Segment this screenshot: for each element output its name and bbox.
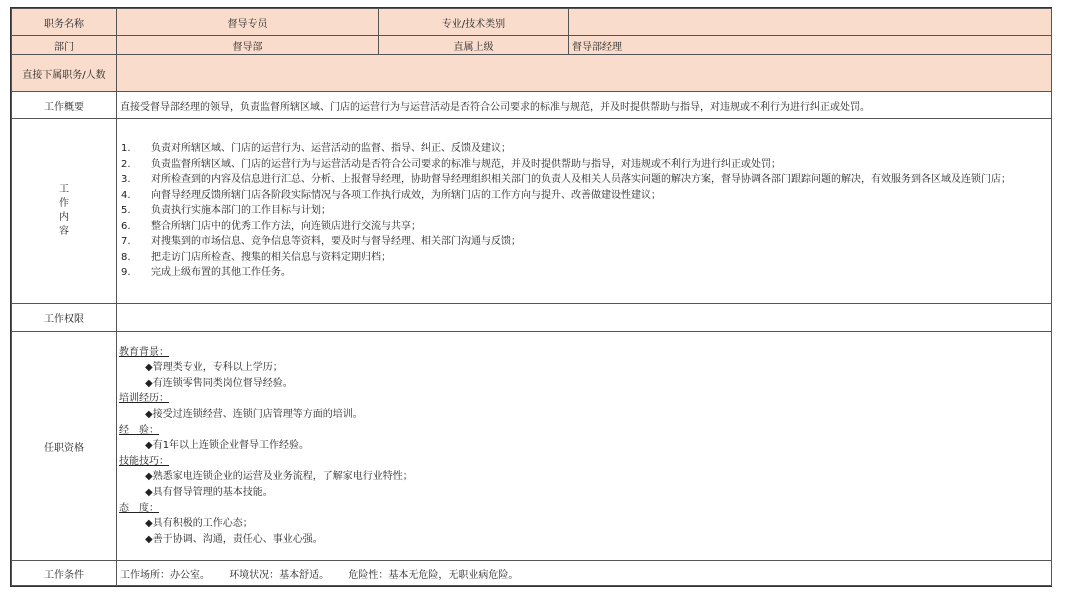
work-content-label-char: 容 [59,226,69,237]
superior-label: 直属上级 [379,36,569,55]
qual-item: ◆有连锁零售同类岗位督导经验。 [145,377,293,389]
job-description-sheet [10,7,1052,587]
duty-item [121,265,1048,281]
duty-text: 负责对所辖区域、门店的运营行为、运营活动的监督、指导、纠正、反馈及建议； [151,143,511,155]
qual-item: ◆具有积极的工作心态； [145,518,253,530]
subordinates-label: 直接下属职务/人数 [12,55,117,92]
row-department [12,36,1052,55]
duty-text: 对所检查到的内容及信息进行汇总、分析、上报督导经理，协助督导经理组织相关部门的负责人及相关人员落实问题的解决方案，督导协调各部门跟踪问题的解决，有效服务到各区域及连锁门店； [151,174,1011,186]
qual-section-title: 教育背景： [119,346,169,358]
duty-number: 2. [121,158,131,170]
qual-section-title: 经 验： [119,424,159,436]
work-content-list [121,141,1048,281]
duty-item [121,188,1048,204]
duty-text: 负责执行实施本部门的工作目标与计划； [151,205,331,217]
qualifications-label: 任职资格 [12,332,117,561]
qual-section-title: 培训经历： [119,393,169,405]
row-qualifications [12,332,1052,561]
condition-place: 工作场所：办公室。 [120,569,210,581]
row-work-content [12,119,1052,304]
duty-number: 6. [121,220,131,232]
duty-number: 3. [121,174,131,186]
duty-number: 9. [121,267,131,279]
authority-label: 工作权限 [12,304,117,332]
duty-text: 向督导经理反馈所辖门店各阶段实际情况与各项工作执行成效，为所辖门店的工作方向与提升、改善做建设性建议； [151,189,661,201]
job-title-value: 督导专员 [117,9,379,36]
duty-text: 负责监督所辖区域、门店的运营行为与运营活动是否符合公司要求的标准与规范，并及时提供帮助与指导，对违规或不利行为进行纠正或处罚； [151,158,781,170]
condition-risk: 危险性：基本无危险，无职业病危险。 [348,569,519,581]
work-content-list-cell [117,119,1052,304]
duty-number: 7. [121,236,131,248]
qualifications-cell [117,332,1052,561]
row-job-title [12,9,1052,36]
category-label: 专业/技术类别 [379,9,569,36]
qual-section-title: 技能技巧： [119,455,169,467]
work-content-label-char: 作 [59,198,69,209]
duty-item [121,157,1048,173]
row-subordinates [12,55,1052,92]
row-authority [12,304,1052,332]
duty-number: 1. [121,143,131,155]
duty-text: 整合所辖门店中的优秀工作方法，向连锁店进行交流与共享； [151,220,421,232]
work-content-label-char: 工 [59,184,69,195]
qual-section-title: 态 度： [119,502,159,514]
qual-item: ◆善于协调、沟通，责任心、事业心强。 [145,533,323,545]
duty-number: 5. [121,205,131,217]
row-overview [12,92,1052,119]
duty-text: 完成上级布置的其他工作任务。 [151,267,291,279]
duty-number: 4. [121,189,131,201]
duty-text: 对搜集到的市场信息、竞争信息等资料，要及时与督导经理、相关部门沟通与反馈； [151,236,521,248]
condition-environment: 环境状况：基本舒适。 [229,569,330,581]
dept-value: 督导部 [117,36,379,55]
qual-item: ◆具有督导管理的基本技能。 [145,486,273,498]
duty-item [121,250,1048,266]
duty-text: 把走访门店所检查、搜集的相关信息与资料定期归档； [151,251,391,263]
row-conditions [12,561,1052,586]
overview-text: 直接受督导部经理的领导，负责监督所辖区域、门店的运营行为与运营活动是否符合公司要求的标准与规范，并及时提供帮助与指导，对违规或不利行为进行纠正或处罚。 [117,92,1052,119]
qual-item: ◆熟悉家电连锁企业的运营及业务流程，了解家电行业特性； [145,471,413,483]
work-content-label-char: 内 [59,212,69,223]
qual-item: ◆接受过连锁经营、连锁门店管理等方面的培训。 [145,409,363,421]
overview-label: 工作概要 [12,92,117,119]
duty-item [121,141,1048,157]
superior-value: 督导部经理 [569,36,1052,55]
dept-label: 部门 [12,36,117,55]
qual-item: ◆管理类专业，专科以上学历； [145,362,283,374]
duty-item [121,234,1048,250]
work-content-label [12,119,117,304]
conditions-label: 工作条件 [12,561,117,586]
duty-number: 8. [121,251,131,263]
subordinates-value [117,55,1052,92]
authority-text [117,304,1052,332]
conditions-cell [117,561,1052,586]
qual-item: ◆有1年以上连锁企业督导工作经验。 [145,440,310,452]
duty-item [121,172,1048,188]
duty-item [121,203,1048,219]
duty-item [121,219,1048,235]
category-value [569,9,1052,36]
job-title-label: 职务名称 [12,9,117,36]
job-description-table [11,8,1052,586]
